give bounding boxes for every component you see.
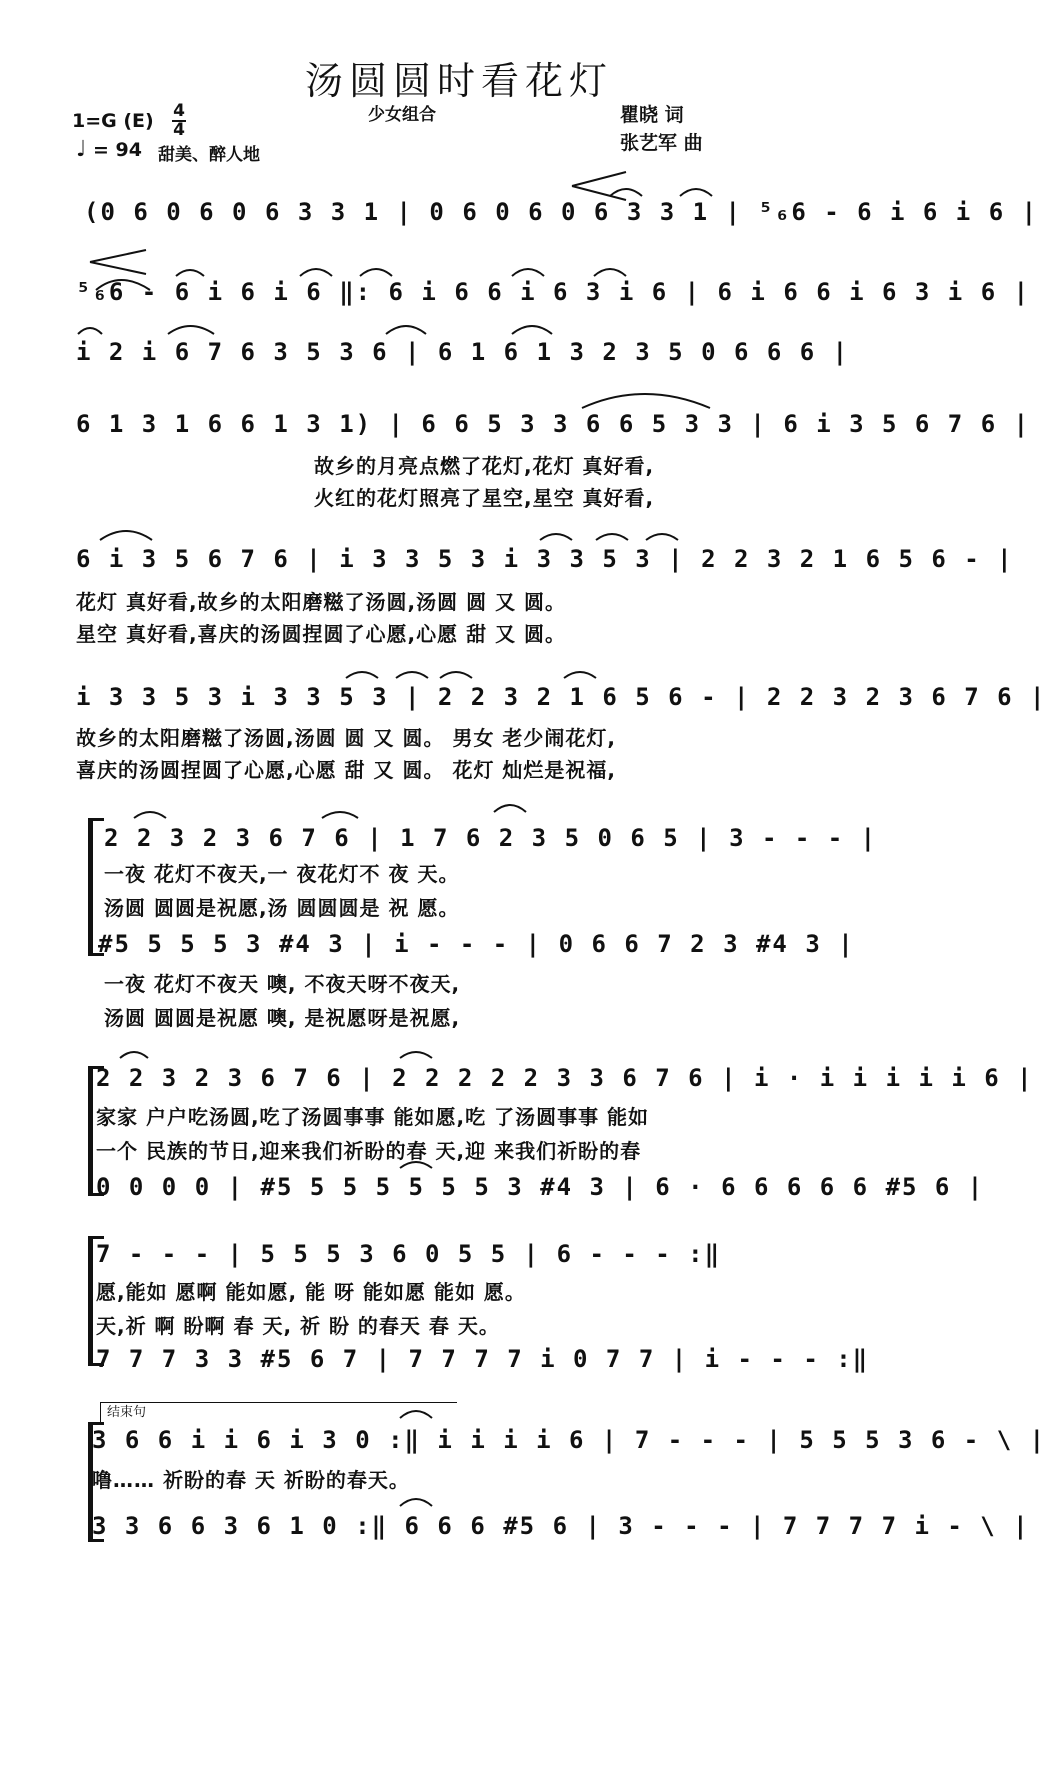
tempo-marking	[76, 137, 142, 162]
quarter-note-icon: ♩	[76, 137, 87, 162]
lyric-row-9-verse-2: 一个 民族的节日,迎来我们祈盼的春 天,迎 来我们祈盼的春	[96, 1139, 642, 1163]
score-row-9: 2 2 3 2 3 6 7 6 | 2 2 2 2 2 3 3 6 7 6 | i · i i i i i 6 |	[96, 1064, 1034, 1092]
performer: 少女组合	[368, 105, 436, 125]
lyric-row-8-verse-1: 一夜 花灯不夜天 噢, 不夜天呀不夜天,	[104, 972, 461, 996]
score-row-13: 3 6 6 i i 6 i 3 0 :‖ i i i i 6 | 7 - - - | 5 5 5 3 6 - \ |	[92, 1426, 1047, 1454]
lyric-row-9-verse-1: 家家 户户吃汤圆,吃了汤圆事事 能如愿,吃 了汤圆事事 能如	[96, 1105, 650, 1129]
slur-24	[494, 805, 526, 812]
slur-6	[360, 269, 392, 276]
slur-13	[582, 394, 710, 408]
slur-22	[134, 812, 166, 818]
slur-5	[300, 269, 332, 276]
slur-17	[646, 534, 678, 540]
composer: 张艺军 曲	[620, 132, 703, 154]
slur-29	[400, 1499, 432, 1506]
slur-1	[610, 189, 642, 196]
slur-18	[346, 672, 378, 678]
slur-9	[78, 328, 102, 334]
score-row-14: 3 3 6 6 3 6 1 0 :‖ 6 6 6 #5 6 | 3 - - - | 7 7 7 7 i - \ |	[92, 1512, 1030, 1540]
score-row-10: 0 0 0 0 | #5 5 5 5 5 5 5 3 #4 3 | 6 · 6 6 6 6 6 #5 6 |	[96, 1173, 985, 1201]
slur-23	[322, 812, 358, 818]
part-bracket-1	[88, 818, 93, 956]
score-row-2: ⁵₆6 - 6 i 6 i 6 ‖: 6 i 6 6 i 6 3 i 6 | 6 i 6 6 i 6 3 i 6 |	[76, 278, 1031, 306]
score-row-11: 7 - - - | 5 5 5 3 6 0 5 5 | 6 - - - :‖	[96, 1240, 722, 1268]
score-row-1: (0 6 0 6 0 6 3 3 1 | 0 6 0 6 0 6 3 3 1 | ⁵₆6 - 6 i 6 i 6 |	[84, 198, 1039, 226]
lyricist: 瞿晓 词	[620, 104, 684, 126]
lyric-row-11-verse-1: 愿,能如 愿啊 能如愿, 能 呀 能如愿 能如 愿。	[96, 1280, 526, 1304]
crescendo-hairpin-1	[572, 172, 626, 200]
lyric-row-4-verse-1: 故乡的月亮点燃了花灯,花灯 真好看,	[314, 454, 655, 478]
score-row-8: #5 5 5 5 3 #4 3 | i - - - | 0 6 6 7 2 3 #4 3 |	[98, 930, 855, 958]
score-row-7: 2 2 3 2 3 6 7 6 | 1 7 6 2 3 5 0 6 5 | 3 - - - |	[104, 824, 878, 852]
part-bracket-3	[88, 1236, 93, 1366]
slur-10	[168, 326, 214, 334]
slur-8	[594, 269, 626, 276]
lyric-row-8-verse-2: 汤圆 圆圆是祝愿 噢, 是祝愿呀是祝愿,	[104, 1006, 461, 1030]
slur-21	[564, 672, 596, 678]
time-signature-bottom: 4	[173, 120, 185, 140]
slur-7	[512, 269, 544, 276]
time-signature	[172, 103, 186, 139]
part-bracket-2	[88, 1066, 93, 1196]
lyric-row-5-verse-1: 花灯 真好看,故乡的太阳磨糍了汤圆,汤圆 圆 又 圆。	[76, 590, 567, 614]
lyric-row-13: 噜…… 祈盼的春 天 祈盼的春天。	[92, 1468, 410, 1492]
expression-marking: 甜美、醉人地	[158, 145, 260, 165]
lyric-row-4-verse-2: 火红的花灯照亮了星空,星空 真好看,	[314, 486, 655, 510]
score-row-4: 6 1 3 1 6 6 1 3 1) | 6 6 5 3 3 6 6 5 3 3 | 6 i 3 5 6 7 6 |	[76, 410, 1031, 438]
ending-label: 结束句	[100, 1402, 457, 1423]
lyric-row-7-verse-1: 一夜 花灯不夜天,一 夜花灯不 夜 天。	[104, 862, 460, 886]
slur-15	[540, 534, 572, 540]
score-row-12: 7 7 7 3 3 #5 6 7 | 7 7 7 7 i 0 7 7 | i - - - :‖	[96, 1345, 870, 1373]
lyric-row-6-verse-2: 喜庆的汤圆捏圆了心愿,心愿 甜 又 圆。 花灯 灿烂是祝福,	[76, 758, 617, 782]
song-title: 汤圆圆时看花灯	[304, 59, 613, 103]
crescendo-hairpin-2	[90, 250, 146, 274]
slur-19	[396, 672, 428, 678]
slur-20	[440, 672, 472, 678]
slur-26	[400, 1052, 432, 1058]
score-row-6: i 3 3 5 3 i 3 3 5 3 | 2 2 3 2 1 6 5 6 - | 2 2 3 2 3 6 7 6 |	[76, 683, 1047, 711]
lyric-row-11-verse-2: 天,祈 啊 盼啊 春 天, 祈 盼 的春天 春 天。	[96, 1314, 500, 1338]
slur-11	[386, 326, 426, 334]
time-signature-top: 4	[173, 101, 185, 121]
tempo-value: = 94	[93, 139, 142, 161]
score-row-3: i 2 i 6 7 6 3 5 3 6 | 6 1 6 1 3 2 3 5 0 6 6 6 |	[76, 338, 850, 366]
score-row-5: 6 i 3 5 6 7 6 | i 3 3 5 3 i 3 3 5 3 | 2 2 3 2 1 6 5 6 - |	[76, 545, 1014, 573]
lyric-row-5-verse-2: 星空 真好看,喜庆的汤圆捏圆了心愿,心愿 甜 又 圆。	[76, 622, 567, 646]
slur-12	[512, 326, 552, 334]
key-signature: 1=G (E)	[72, 110, 154, 132]
slur-2	[680, 189, 712, 196]
slur-16	[596, 534, 628, 540]
slur-25	[120, 1052, 148, 1058]
slur-4	[176, 270, 204, 276]
slur-14	[100, 531, 152, 540]
lyric-row-6-verse-1: 故乡的太阳磨糍了汤圆,汤圆 圆 又 圆。 男女 老少闹花灯,	[76, 726, 617, 750]
lyric-row-7-verse-2: 汤圆 圆圆是祝愿,汤 圆圆圆是 祝 愿。	[104, 896, 460, 920]
